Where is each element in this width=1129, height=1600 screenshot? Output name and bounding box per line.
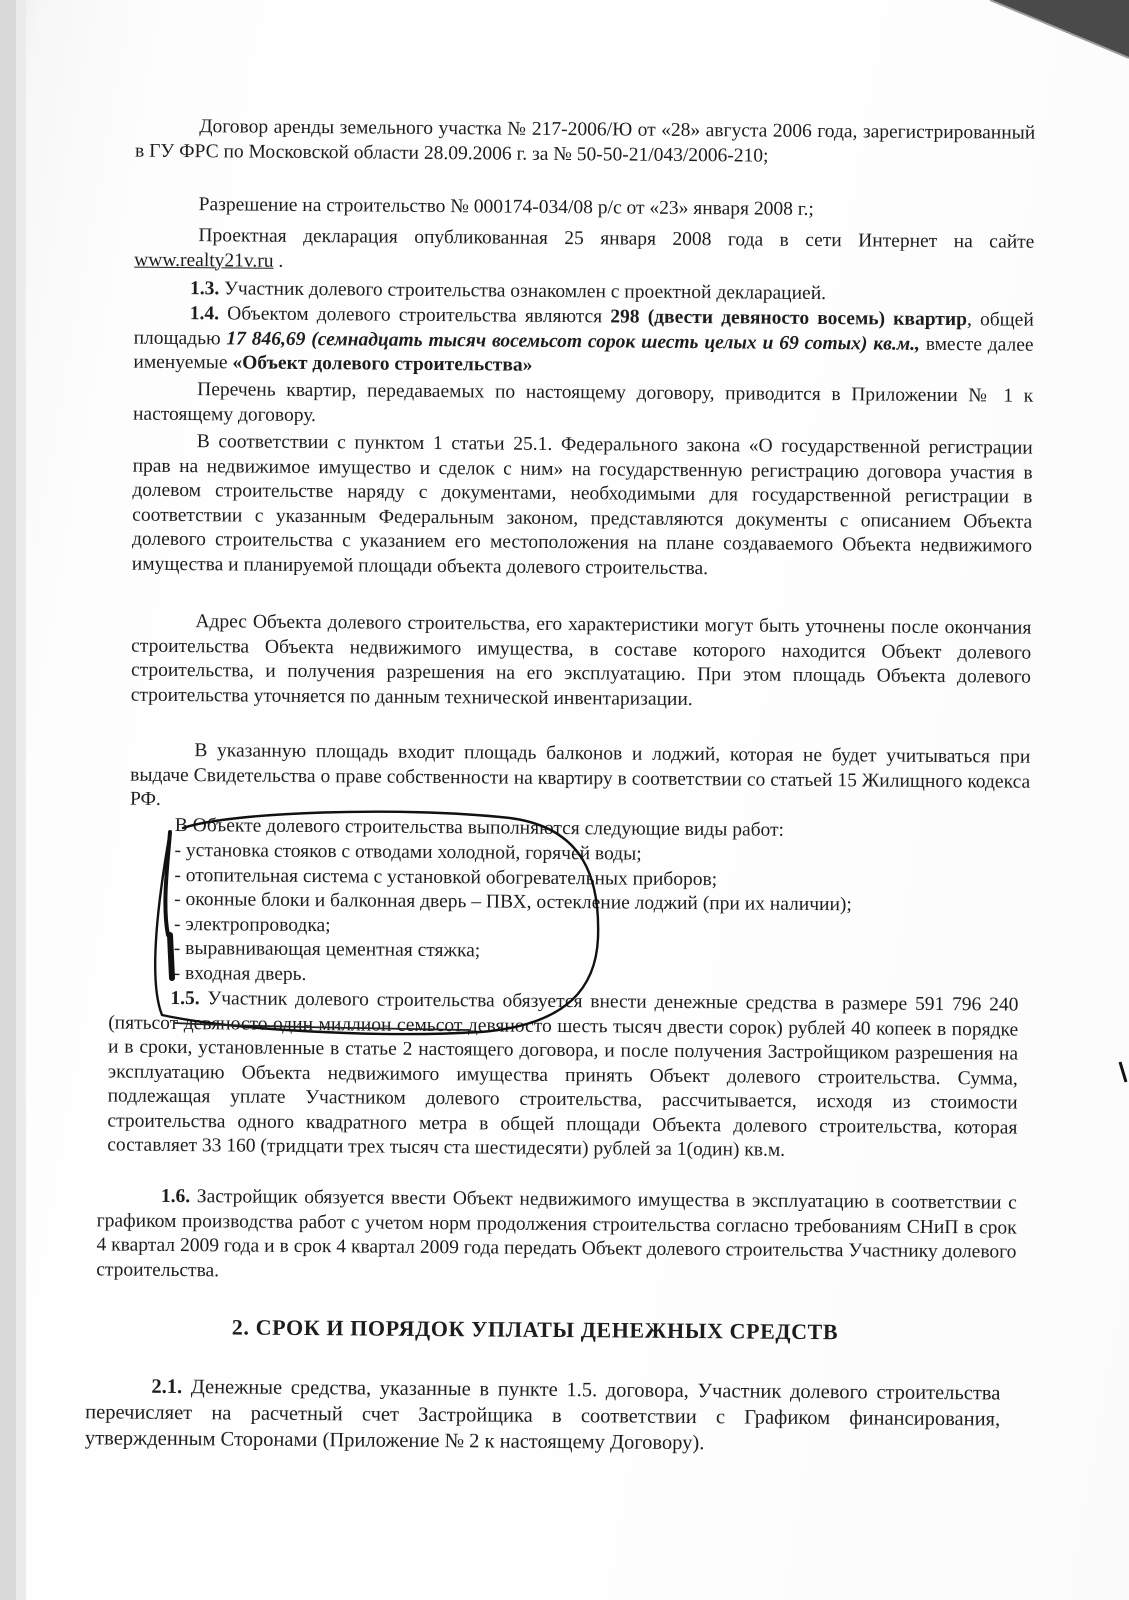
address-paragraph: Адрес Объекта долевого строительства, его характеристики могут быть уточнены после окончания строительства Объекта недвижимого имущества, в составе которого находится Объект долевого строительства, и получения разрешения на его эксплуатацию. При этом площадь Объекта долевого строительства уточняется по данным технической инвентаризации. — [130, 611, 1032, 710]
registration-paragraph: В соответствии с пунктом 1 статьи 25.1. Федерального закона «О государственной регистрации прав на недвижимое имущество и сделок с ним» на государственную регистрацию договора участия в долевом строительстве наряду с документами, необходимыми для государственной регистрации в соответствии с указанным Федеральным законом, представляются документы с описанием Объекта долевого строительства с указанием его местоположения на плане создаваемого Объекта недвижимого имущества и планируемой площади объекта долевого строительства. — [131, 431, 1033, 579]
clause-1-4 — [133, 302, 1034, 383]
works-item: - входная дверь. — [173, 962, 307, 985]
works-item: - выравнивающая цементная стяжка; — [173, 937, 481, 962]
clause-number: 1.3. — [189, 278, 220, 300]
building-permit-paragraph: Разрешение на строительство № 000174-034/08 р/с от «23» января 2008 г.; — [198, 194, 814, 220]
clause-text: Участник долевого строительства обязуется внести денежные средства в размере 591 796 240 (пятьсот девяносто один миллион семьсот девяносто шесть тысяч двести сорок) рублей 40 копеек в порядке и в сроки, установленные в статье 2 настоящего договора, и после получения Застройщиком разрешения на эксплуатацию Объекта недвижимого имущества принять Объект долевого строительства. Сумма, подлежащая уплате Участником долевого строительства, рассчитывается, исходя из стоимости строительства одного квадратного метра в общей площади Объекта долевого строительства, которая составляет 33 160 (тридцати трех тысяч ста шестидесяти) рублей за 1(один) кв.м. — [107, 988, 1019, 1161]
works-list — [174, 839, 1035, 993]
clause-number: 1.5. — [170, 987, 200, 1010]
balconies-paragraph: В указанную площадь входит площадь балконов и лоджий, которая не будет учитываться при выдаче Свидетельства о праве собственности на квартиру в соответствии со статьей 15 Жилищного кодекса РФ. — [129, 740, 1031, 810]
clause-number: 1.6. — [160, 1185, 191, 1208]
apartments-list-paragraph: Перечень квартир, передаваемых по настоящему договору, приводится в Приложении № 1 к настоящему договору. — [132, 379, 1034, 426]
works-item: - оконные блоки и балконная дверь – ПВХ, остекление лоджий (при их наличии); — [174, 888, 852, 916]
declaration-website-link[interactable]: www.realty21v.ru — [134, 249, 274, 272]
works-intro: В Объекте долевого строительства выполняются следующие виды работ: — [174, 814, 785, 841]
clause-text: вместе далее именуемые — [133, 333, 1034, 374]
clause-number: 1.4. — [189, 303, 220, 325]
clause-text: , общей площадью — [133, 309, 1034, 349]
total-area: 17 846,69 (семнадцать тысяч восемьсот сорок шесть целых и 69 сотых) кв.м., — [226, 327, 920, 355]
clause-2-1 — [85, 1373, 1001, 1458]
declaration-end: . — [273, 250, 284, 272]
declaration-text: Проектная декларация опубликованная 25 января 2008 года в сети Интернет на сайте — [198, 225, 1035, 253]
clause-text: Застройщик обязуется ввести Объект недвижимого имущества в эксплуатацию в соответствии с графиком производства работ с учетом норм продолжения строительства согласно требованиям СНиП в срок 4 квартал 2009 года и в срок 4 квартал 2009 года передать Объект долевого строительства Участнику долевого строительства. — [96, 1186, 1017, 1281]
works-item: - электропроводка; — [173, 913, 331, 936]
clause-1-5 — [107, 986, 1018, 1165]
declaration-paragraph — [134, 224, 1034, 280]
clause-text: Участник долевого строительства ознакомлен с проектной декларацией. — [219, 278, 827, 305]
object-name: «Объект долевого строительства» — [232, 352, 533, 376]
works-item: - отопительная система с установкой обогревательных приборов; — [174, 864, 718, 890]
apartment-count: 298 (двести девяносто восемь) квартир — [610, 306, 968, 331]
works-item: - установка стояков с отводами холодной, горячей воды; — [174, 839, 642, 865]
lease-contract-paragraph: Договор аренды земельного участка № 217-2006/Ю от «28» августа 2006 года, зарегистрированный в ГУ ФРС по Московской области 28.09.2006 г. за № 50-50-21/043/2006-210; — [135, 116, 1036, 167]
clause-text: Объектом долевого строительства являются — [218, 303, 611, 328]
section-2-title: 2. СРОК И ПОРЯДОК УПЛАТЫ ДЕНЕЖНЫХ СРЕДСТВ — [231, 1314, 839, 1345]
clause-1-6 — [96, 1184, 1017, 1289]
clause-text: Денежные средства, указанные в пункте 1.5. договора, Участник долевого строительства перечисляет на расчетный счет Застройщика в соответствии с Графиком финансирования, утвержденным Сторонами (Приложение № 2 к настоящему Договору). — [84, 1376, 1001, 1455]
clause-number: 2.1. — [151, 1375, 183, 1399]
